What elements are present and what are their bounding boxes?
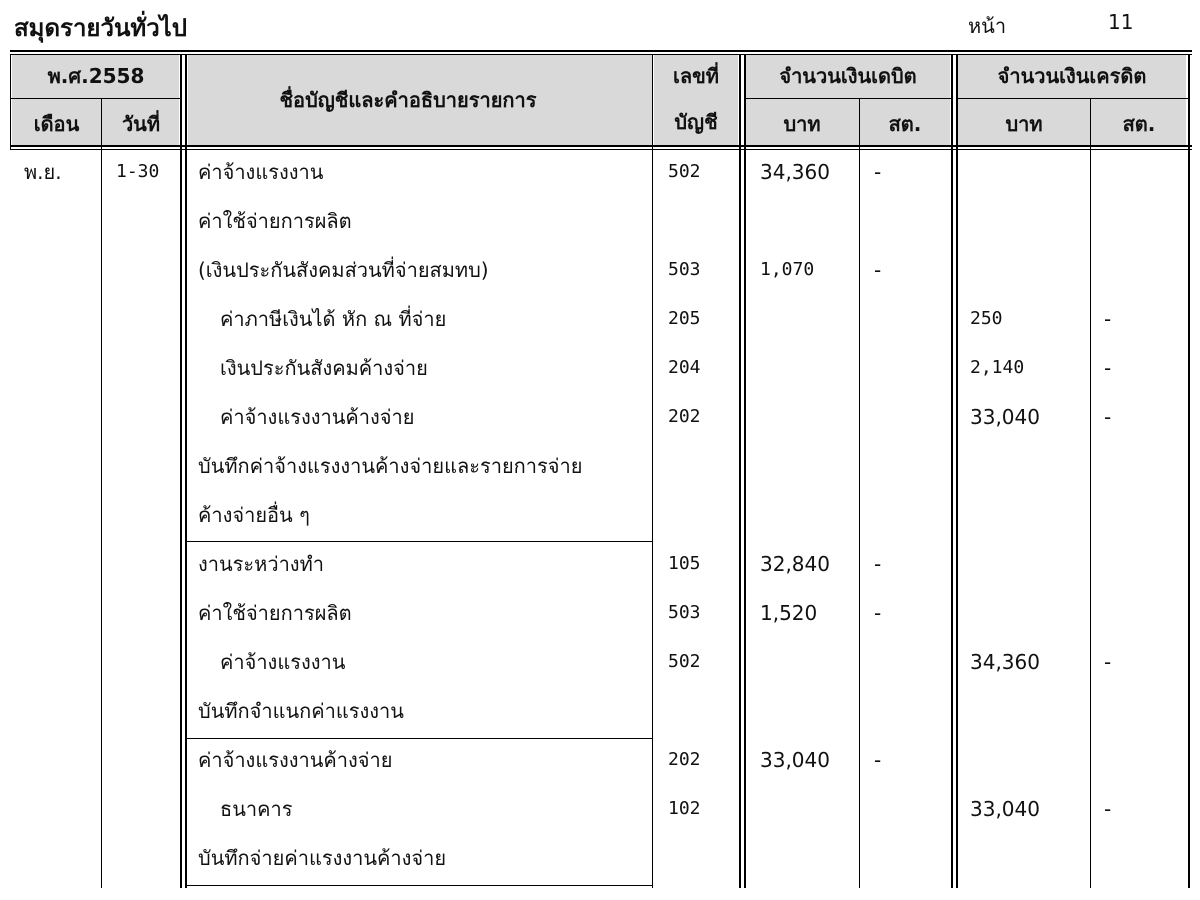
row-description: ค้างจ่ายอื่น ๆ [198, 503, 310, 527]
row-credit-satang: - [1104, 356, 1112, 380]
header-credit-satang: สต. [1122, 112, 1156, 136]
row-description: บันทึกจำแนกค่าแรงงาน [198, 699, 404, 723]
row-account-no: 502 [668, 161, 701, 182]
row-credit-satang: - [1104, 797, 1112, 821]
row-credit-baht: 33,040 [970, 797, 1040, 821]
row-description: ค่าภาษีเงินได้ หัก ณ ที่จ่าย [220, 307, 447, 331]
row-debit-satang: - [874, 601, 882, 625]
row-account-no: 204 [668, 357, 701, 378]
row-account-no: 202 [668, 749, 701, 770]
row-description: งานระหว่างทำ [198, 552, 324, 576]
col-line-date-desc-b [185, 54, 187, 888]
col-line-credit-st [1090, 98, 1091, 888]
header-bottom-rule-inner [10, 149, 1192, 150]
header-debit-satang: สต. [888, 112, 922, 136]
entry-separator [186, 885, 652, 886]
row-description: เงินประกันสังคมค้างจ่าย [220, 356, 428, 380]
row-debit-baht: 1,520 [760, 601, 818, 625]
header-description: ชื่อบัญชีและคำอธิบายรายการ [279, 88, 537, 112]
row-description: ค่าจ้างแรงงาน [198, 160, 324, 184]
header-debit: จำนวนเงินเดบิต [779, 64, 917, 88]
row-debit-baht: 32,840 [760, 552, 830, 576]
row-credit-satang: - [1104, 307, 1112, 331]
header-debit-baht: บาท [783, 112, 821, 136]
header-year: พ.ศ.2558 [47, 64, 145, 88]
row-debit-satang: - [874, 552, 882, 576]
page-number: 11 [1108, 10, 1134, 34]
col-line-month-day [101, 98, 102, 888]
row-description: ธนาคาร [220, 797, 293, 821]
row-month: พ.ย. [24, 160, 62, 184]
col-line-desc-acct [652, 54, 653, 888]
col-line-acct-debit-a [739, 54, 741, 888]
row-account-no: 503 [668, 259, 701, 280]
row-account-no: 105 [668, 553, 701, 574]
header-account-no: เลขที่ [673, 64, 719, 88]
row-account-no: 202 [668, 406, 701, 427]
row-debit-baht: 34,360 [760, 160, 830, 184]
row-debit-satang: - [874, 160, 882, 184]
row-description: ค่าใช้จ่ายการผลิต [198, 209, 352, 233]
row-description: (เงินประกันสังคมส่วนที่จ่ายสมทบ) [198, 258, 489, 282]
header-credit: จำนวนเงินเครดิต [997, 64, 1147, 88]
col-line-left [10, 54, 11, 150]
row-credit-satang: - [1104, 650, 1112, 674]
row-debit-baht: 1,070 [760, 259, 815, 280]
row-description: ค่าใช้จ่ายการผลิต [198, 601, 352, 625]
row-description: บันทึกจ่ายค่าแรงงานค้างจ่าย [198, 846, 447, 870]
header-credit-baht: บาท [1005, 112, 1043, 136]
row-day: 1-30 [116, 161, 160, 182]
row-credit-baht: 2,140 [970, 357, 1025, 378]
row-account-no: 503 [668, 602, 701, 623]
col-line-debit-credit-a [951, 54, 953, 888]
row-debit-satang: - [874, 258, 882, 282]
header-account-no-2: บัญชี [674, 110, 718, 134]
header-day: วันที่ [121, 112, 161, 136]
col-line-acct-debit-b [744, 54, 746, 888]
col-line-debit-credit-b [956, 54, 958, 888]
row-debit-baht: 33,040 [760, 748, 830, 772]
col-line-debit-st [859, 98, 860, 888]
row-description: บันทึกค่าจ้างแรงงานค้างจ่ายและรายการจ่าย [198, 454, 583, 478]
col-line-date-desc-a [180, 54, 182, 888]
row-description: ค่าจ้างแรงงานค้างจ่าย [220, 405, 415, 429]
row-description: ค่าจ้างแรงงาน [220, 650, 346, 674]
page-label: หน้า [968, 14, 1007, 38]
journal-title: สมุดรายวันทั่วไป [14, 14, 187, 42]
row-credit-satang: - [1104, 405, 1112, 429]
row-credit-baht: 250 [970, 308, 1003, 329]
row-credit-baht: 34,360 [970, 650, 1040, 674]
row-credit-baht: 33,040 [970, 405, 1040, 429]
col-line-right [1188, 54, 1190, 888]
row-debit-satang: - [874, 748, 882, 772]
row-account-no: 205 [668, 308, 701, 329]
row-description: ค่าจ้างแรงงานค้างจ่าย [198, 748, 393, 772]
row-account-no: 502 [668, 651, 701, 672]
row-account-no: 102 [668, 798, 701, 819]
header-month: เดือน [33, 112, 80, 136]
